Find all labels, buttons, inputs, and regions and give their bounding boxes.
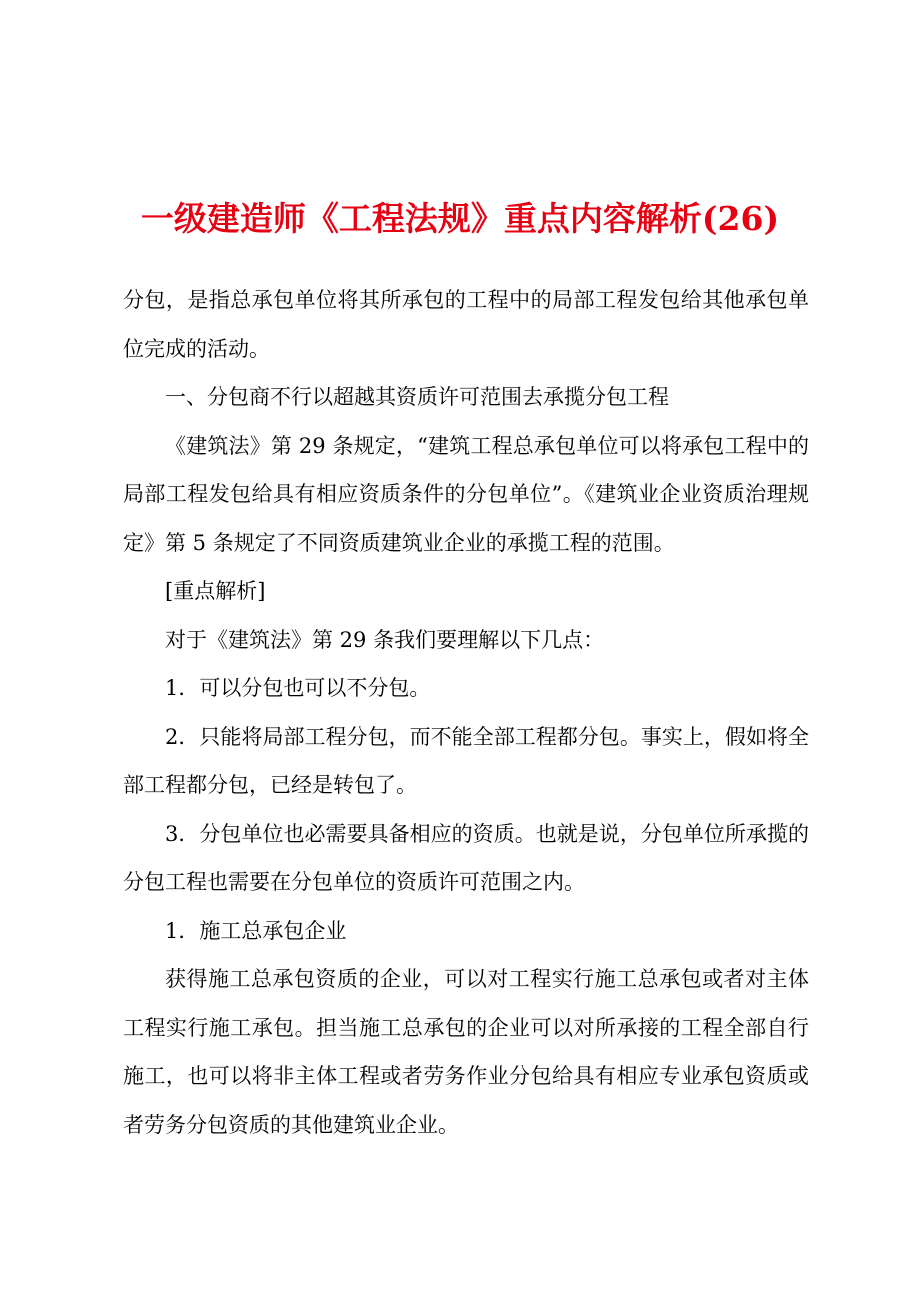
paragraph-understanding-intro: 对于《建筑法》第 29 条我们要理解以下几点： (165, 627, 605, 652)
section-heading-1: 一、分包商不行以超越其资质许可范围去承揽分包工程 (165, 385, 669, 409)
list-item-1: 1．可以分包也可以不分包。 (165, 676, 431, 700)
paragraph-general-contractor: 获得施工总承包资质的企业，可以对工程实行施工总承包或者对主体工程实行施工承包。担当施工总承包的企业可以对所承接的工程全部自行施工，也可以将非主体工程或者劳务作业分包给具有相应专业承包资质或者劳务分包资质的其他建筑业企业。 (123, 967, 809, 1137)
paragraph-definition: 分包，是指总承包单位将其所承包的工程中的局部工程发包给其他承包单位完成的活动。 (123, 288, 809, 361)
key-analysis-label: [重点解析] (165, 579, 266, 603)
list-item-3: 3．分包单位也必需要具备相应的资质。也就是说，分包单位所承揽的分包工程也需要在分包单位的资质许可范围之内。 (123, 821, 809, 894)
document-title: 一级建造师《工程法规》重点内容解析(26) (140, 199, 780, 238)
subsection-heading-general-contractor: 1．施工总承包企业 (165, 918, 347, 943)
document-body (123, 276, 809, 1149)
paragraph-law-citation: 《建筑法》第 29 条规定，“建筑工程总承包单位可以将承包工程中的局部工程发包给具有相应资质条件的分包单位”。《建筑业企业资质治理规定》第 5 条规定了不同资质建筑业企业的承揽工程的范围。 (123, 433, 809, 555)
list-item-2: 2．只能将局部工程分包，而不能全部工程都分包。事实上，假如将全部工程都分包，已经是转包了。 (123, 724, 809, 797)
